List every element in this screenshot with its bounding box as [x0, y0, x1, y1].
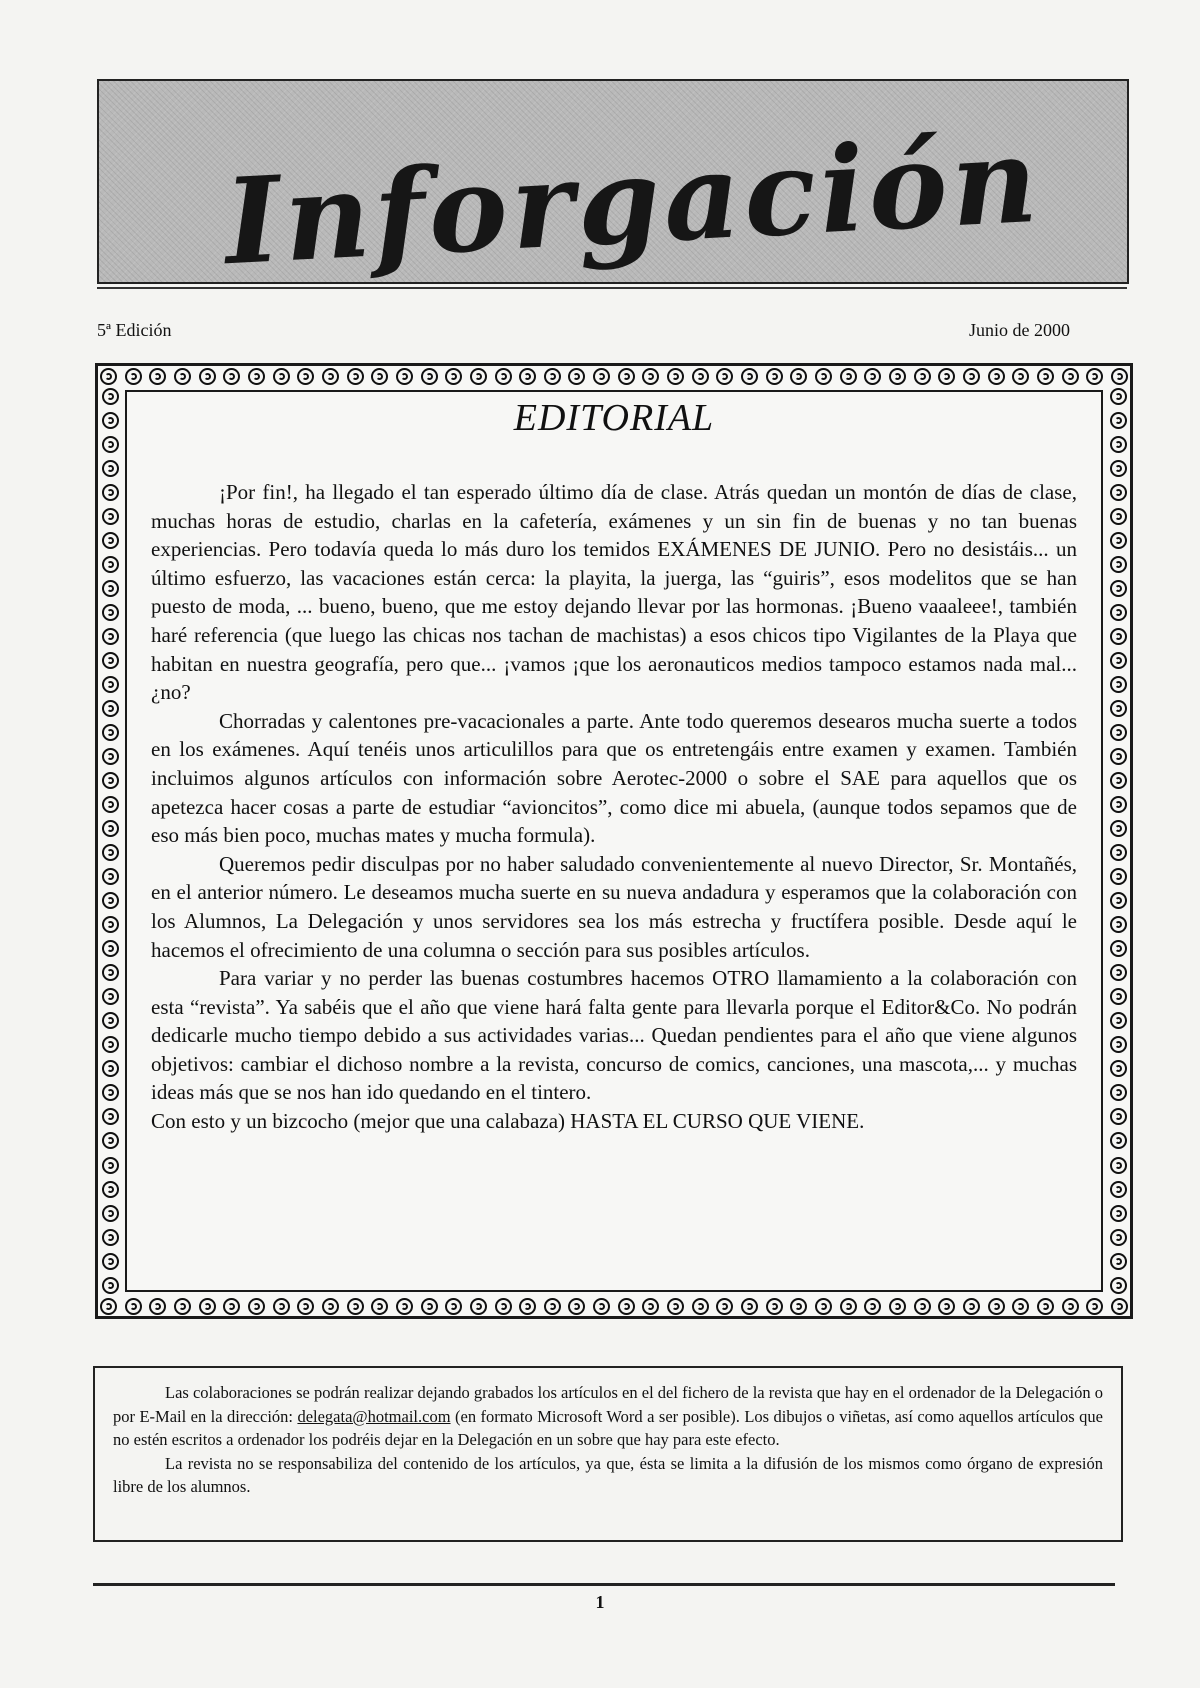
swirl-ornament-icon [938, 1298, 955, 1315]
swirl-ornament-icon [102, 604, 119, 621]
swirl-ornament-icon [840, 368, 857, 385]
swirl-ornament-icon [445, 368, 462, 385]
swirl-ornament-icon [102, 1253, 119, 1270]
swirl-ornament-icon [1086, 1298, 1103, 1315]
swirl-ornament-icon [1110, 1132, 1127, 1149]
swirl-ornament-icon [568, 1298, 585, 1315]
swirl-ornament-icon [1110, 940, 1127, 957]
swirl-ornament-icon [1037, 368, 1054, 385]
swirl-ornament-icon [1110, 604, 1127, 621]
swirl-ornament-icon [102, 1132, 119, 1149]
swirl-ornament-icon [815, 368, 832, 385]
swirl-ornament-icon [1062, 368, 1079, 385]
swirl-ornament-icon [1037, 1298, 1054, 1315]
swirl-ornament-icon [1110, 1253, 1127, 1270]
swirl-ornament-icon [1110, 820, 1127, 837]
swirl-ornament-icon [618, 1298, 635, 1315]
masthead-banner [97, 79, 1129, 292]
editorial-paragraph: Queremos pedir disculpas por no haber saludado convenientemente al nuevo Director, Sr. Montañés, en el anterior número. Le deseamos mucha suerte en su nueva andadura y esperamos que la colaboración con los Alumnos, La Delegación y unos servidores sea los más estrecha y fructífera posible. Desde aquí le hacemos el ofrecimiento de una columna o sección para sus posibles artículos. [151, 851, 1077, 962]
swirl-ornament-icon [102, 1229, 119, 1246]
swirl-ornament-icon [102, 460, 119, 477]
swirl-ornament-icon [544, 368, 561, 385]
swirl-ornament-icon [741, 368, 758, 385]
editorial-body [151, 478, 1077, 1136]
swirl-ornament-icon [1110, 724, 1127, 741]
swirl-ornament-icon [568, 368, 585, 385]
swirl-ornament-icon [618, 368, 635, 385]
swirl-ornament-icon [1110, 652, 1127, 669]
swirl-ornament-icon [914, 368, 931, 385]
notice-text-after-email: (en formato Microsoft Word a ser posible). Los dibujos o viñetas, así como aquellos artículos que no estén escritos a ordenador los podréis dejar en la Delegación en un sobre que hay para este efecto. [113, 1406, 1103, 1449]
swirl-ornament-icon [102, 1108, 119, 1125]
editorial-paragraph: Chorradas y calentones pre-vacacionales a parte. Ante todo queremos desearos mucha suerte a todos en los exámenes. Aquí tenéis unos articulillos para que os entretengáis entre examen y examen. También incluimos algunos artículos con información sobre Aerotec-2000 o sobre el SAE para aquellos que os apetezca hacer cosas a parte de estudiar “avioncitos”, como dice mi abuela, (aunque todos sepamos que de eso más bien poco, muchas mates y mucha formula). [151, 708, 1077, 848]
swirl-ornament-icon [1110, 748, 1127, 765]
swirl-ornament-icon [766, 368, 783, 385]
swirl-ornament-icon [102, 748, 119, 765]
swirl-ornament-icon [1111, 1298, 1128, 1315]
swirl-ornament-icon [102, 796, 119, 813]
swirl-ornament-icon [1110, 556, 1127, 573]
swirl-ornament-icon [248, 368, 265, 385]
swirl-ornament-icon [102, 508, 119, 525]
swirl-ornament-icon [938, 368, 955, 385]
editorial-paragraph: ¡Por fin!, ha llegado el tan esperado último día de clase. Atrás quedan un montón de días de clase, muchas horas de estudio, charlas en la cafetería, exámenes y un sin fin de buenas y no tan buenas experiencias. Pero todavía queda lo más duro los temidos EXÁMENES DE JUNIO. Pero no desistáis... un último esfuerzo, las vacaciones están cerca: la playita, la juerga, las “guiris”, esos modelitos que se han puesto de moda, ... bueno, bueno, que me estoy dejando llevar por las hormonas. ¡Bueno vaaaleee!, también haré referencia (que luego las chicas nos tachan de machistas) a esos chicos tipo Vigilantes de la Playa que habitan en nuestra geografía, pero que... ¡vamos ¡que los aeronauticos medios tampoco estamos nada mal... ¿no? [151, 480, 1077, 705]
swirl-ornament-icon [174, 1298, 191, 1315]
swirl-ornament-icon [741, 1298, 758, 1315]
swirl-ornament-icon [1110, 1060, 1127, 1077]
swirl-ornament-icon [199, 368, 216, 385]
swirl-ornament-icon [102, 1084, 119, 1101]
swirl-ornament-icon [1110, 1108, 1127, 1125]
swirl-ornament-icon [790, 368, 807, 385]
swirl-ornament-icon [716, 1298, 733, 1315]
swirl-ornament-icon [421, 1298, 438, 1315]
swirl-ornament-icon [988, 1298, 1005, 1315]
swirl-ornament-icon [102, 484, 119, 501]
swirl-ornament-icon [149, 1298, 166, 1315]
swirl-ornament-icon [889, 1298, 906, 1315]
swirl-ornament-icon [322, 1298, 339, 1315]
swirl-ornament-icon [102, 556, 119, 573]
swirl-ornament-icon [766, 1298, 783, 1315]
swirl-ornament-icon [102, 940, 119, 957]
swirl-ornament-icon [102, 700, 119, 717]
swirl-ornament-icon [519, 368, 536, 385]
swirl-ornament-icon [102, 772, 119, 789]
swirl-ornament-icon [102, 964, 119, 981]
swirl-ornament-icon [1110, 484, 1127, 501]
swirl-ornament-icon [102, 1205, 119, 1222]
swirl-ornament-icon [470, 1298, 487, 1315]
swirl-ornament-icon [199, 1298, 216, 1315]
decorative-border-left [97, 388, 123, 1294]
swirl-ornament-icon [125, 1298, 142, 1315]
swirl-ornament-icon [100, 368, 117, 385]
notice-collaboration-text [113, 1381, 1103, 1452]
swirl-ornament-icon [102, 1157, 119, 1174]
editorial-closing: Con esto y un bizcocho (mejor que una calabaza) HASTA EL CURSO QUE VIENE. [151, 1109, 865, 1134]
swirl-ornament-icon [1110, 892, 1127, 909]
swirl-ornament-icon [864, 1298, 881, 1315]
swirl-ornament-icon [1110, 1277, 1127, 1294]
swirl-ornament-icon [297, 1298, 314, 1315]
swirl-ornament-icon [102, 580, 119, 597]
editorial-frame [95, 363, 1133, 1319]
swirl-ornament-icon [1110, 1205, 1127, 1222]
swirl-ornament-icon [1110, 628, 1127, 645]
email-link[interactable]: delegata@hotmail.com [297, 1406, 451, 1426]
swirl-ornament-icon [988, 368, 1005, 385]
swirl-ornament-icon [102, 1036, 119, 1053]
swirl-ornament-icon [889, 368, 906, 385]
swirl-ornament-icon [1110, 1012, 1127, 1029]
swirl-ornament-icon [1086, 368, 1103, 385]
swirl-ornament-icon [102, 676, 119, 693]
swirl-ornament-icon [322, 368, 339, 385]
swirl-ornament-icon [593, 368, 610, 385]
swirl-ornament-icon [347, 368, 364, 385]
swirl-ornament-icon [1110, 700, 1127, 717]
swirl-ornament-icon [1110, 1084, 1127, 1101]
swirl-ornament-icon [1110, 1229, 1127, 1246]
swirl-ornament-icon [102, 916, 119, 933]
swirl-ornament-icon [963, 1298, 980, 1315]
swirl-ornament-icon [1110, 1036, 1127, 1053]
swirl-ornament-icon [495, 1298, 512, 1315]
swirl-ornament-icon [102, 844, 119, 861]
swirl-ornament-icon [396, 368, 413, 385]
swirl-ornament-icon [347, 1298, 364, 1315]
swirl-ornament-icon [125, 368, 142, 385]
editorial-heading: EDITORIAL [513, 397, 715, 439]
swirl-ornament-icon [102, 1012, 119, 1029]
swirl-ornament-icon [692, 1298, 709, 1315]
issue-date: Junio de 2000 [969, 320, 1070, 340]
notice-disclaimer: La revista no se responsabiliza del contenido de los artículos, ya que, ésta se limita a la difusión de los mismos como órgano de expresión libre de los alumnos. [113, 1453, 1103, 1496]
decorative-border-right [1105, 388, 1131, 1294]
swirl-ornament-icon [102, 724, 119, 741]
swirl-ornament-icon [223, 368, 240, 385]
swirl-ornament-icon [102, 1277, 119, 1294]
swirl-ornament-icon [914, 1298, 931, 1315]
swirl-ornament-icon [273, 368, 290, 385]
swirl-ornament-icon [495, 368, 512, 385]
swirl-ornament-icon [470, 368, 487, 385]
swirl-ornament-icon [1110, 868, 1127, 885]
swirl-ornament-icon [102, 628, 119, 645]
swirl-ornament-icon [1110, 676, 1127, 693]
swirl-ornament-icon [445, 1298, 462, 1315]
swirl-ornament-icon [667, 1298, 684, 1315]
swirl-ornament-icon [1012, 1298, 1029, 1315]
swirl-ornament-icon [1110, 964, 1127, 981]
swirl-ornament-icon [396, 1298, 413, 1315]
swirl-ornament-icon [421, 368, 438, 385]
footer-rule [93, 1583, 1115, 1586]
swirl-ornament-icon [100, 1298, 117, 1315]
page-number: 1 [595, 1592, 605, 1612]
swirl-ornament-icon [1111, 368, 1128, 385]
swirl-ornament-icon [1110, 1181, 1127, 1198]
swirl-ornament-icon [1110, 508, 1127, 525]
edition-label: 5ª Edición [97, 320, 172, 340]
swirl-ornament-icon [716, 368, 733, 385]
swirl-ornament-icon [1110, 580, 1127, 597]
swirl-ornament-icon [1110, 1157, 1127, 1174]
swirl-ornament-icon [371, 1298, 388, 1315]
swirl-ornament-icon [815, 1298, 832, 1315]
swirl-ornament-icon [149, 368, 166, 385]
swirl-ornament-icon [102, 1181, 119, 1198]
swirl-ornament-icon [102, 868, 119, 885]
swirl-ornament-icon [248, 1298, 265, 1315]
swirl-ornament-icon [1110, 460, 1127, 477]
swirl-ornament-icon [519, 1298, 536, 1315]
swirl-ornament-icon [102, 988, 119, 1005]
decorative-border-bottom [98, 1293, 1130, 1319]
swirl-ornament-icon [1110, 796, 1127, 813]
swirl-ornament-icon [371, 368, 388, 385]
swirl-ornament-icon [642, 368, 659, 385]
header-rule [97, 287, 1127, 289]
swirl-ornament-icon [864, 368, 881, 385]
swirl-ornament-icon [1110, 844, 1127, 861]
swirl-ornament-icon [102, 820, 119, 837]
swirl-ornament-icon [102, 652, 119, 669]
swirl-ornament-icon [297, 368, 314, 385]
swirl-ornament-icon [544, 1298, 561, 1315]
collaboration-notice [93, 1366, 1123, 1542]
swirl-ornament-icon [1062, 1298, 1079, 1315]
swirl-ornament-icon [1110, 916, 1127, 933]
swirl-ornament-icon [102, 532, 119, 549]
swirl-ornament-icon [593, 1298, 610, 1315]
swirl-ornament-icon [1110, 532, 1127, 549]
swirl-ornament-icon [790, 1298, 807, 1315]
swirl-ornament-icon [273, 1298, 290, 1315]
swirl-ornament-icon [642, 1298, 659, 1315]
editorial-paragraph: Para variar y no perder las buenas costumbres hacemos OTRO llamamiento a la colaboración con esta “revista”. Ya sabéis que el año que viene hará falta gente para llevarla porque el Editor&Co. No podrán dedicarle mucho tiempo debido a sus actividades varias... Quedan pendientes para el año que viene algunos objetivos: cambiar el dichoso nombre a la revista, concurso de comics, canciones, una mascota,... y muchas ideas más que se nos han ido quedando en el tintero. [151, 966, 1077, 1105]
magazine-title: Inforgación [221, 109, 1045, 292]
swirl-ornament-icon [174, 368, 191, 385]
swirl-ornament-icon [1110, 772, 1127, 789]
decorative-border-top [98, 363, 1130, 389]
swirl-ornament-icon [1012, 368, 1029, 385]
swirl-ornament-icon [1110, 988, 1127, 1005]
swirl-ornament-icon [102, 1060, 119, 1077]
swirl-ornament-icon [692, 368, 709, 385]
swirl-ornament-icon [963, 368, 980, 385]
swirl-ornament-icon [840, 1298, 857, 1315]
swirl-ornament-icon [223, 1298, 240, 1315]
swirl-ornament-icon [102, 892, 119, 909]
swirl-ornament-icon [667, 368, 684, 385]
notice-text-before-email: Las colaboraciones se podrán realizar dejando grabados los artículos en el del fichero de la revista que hay en el ordenador de la Delegación o por E-Mail en la dirección: [113, 1383, 1103, 1426]
